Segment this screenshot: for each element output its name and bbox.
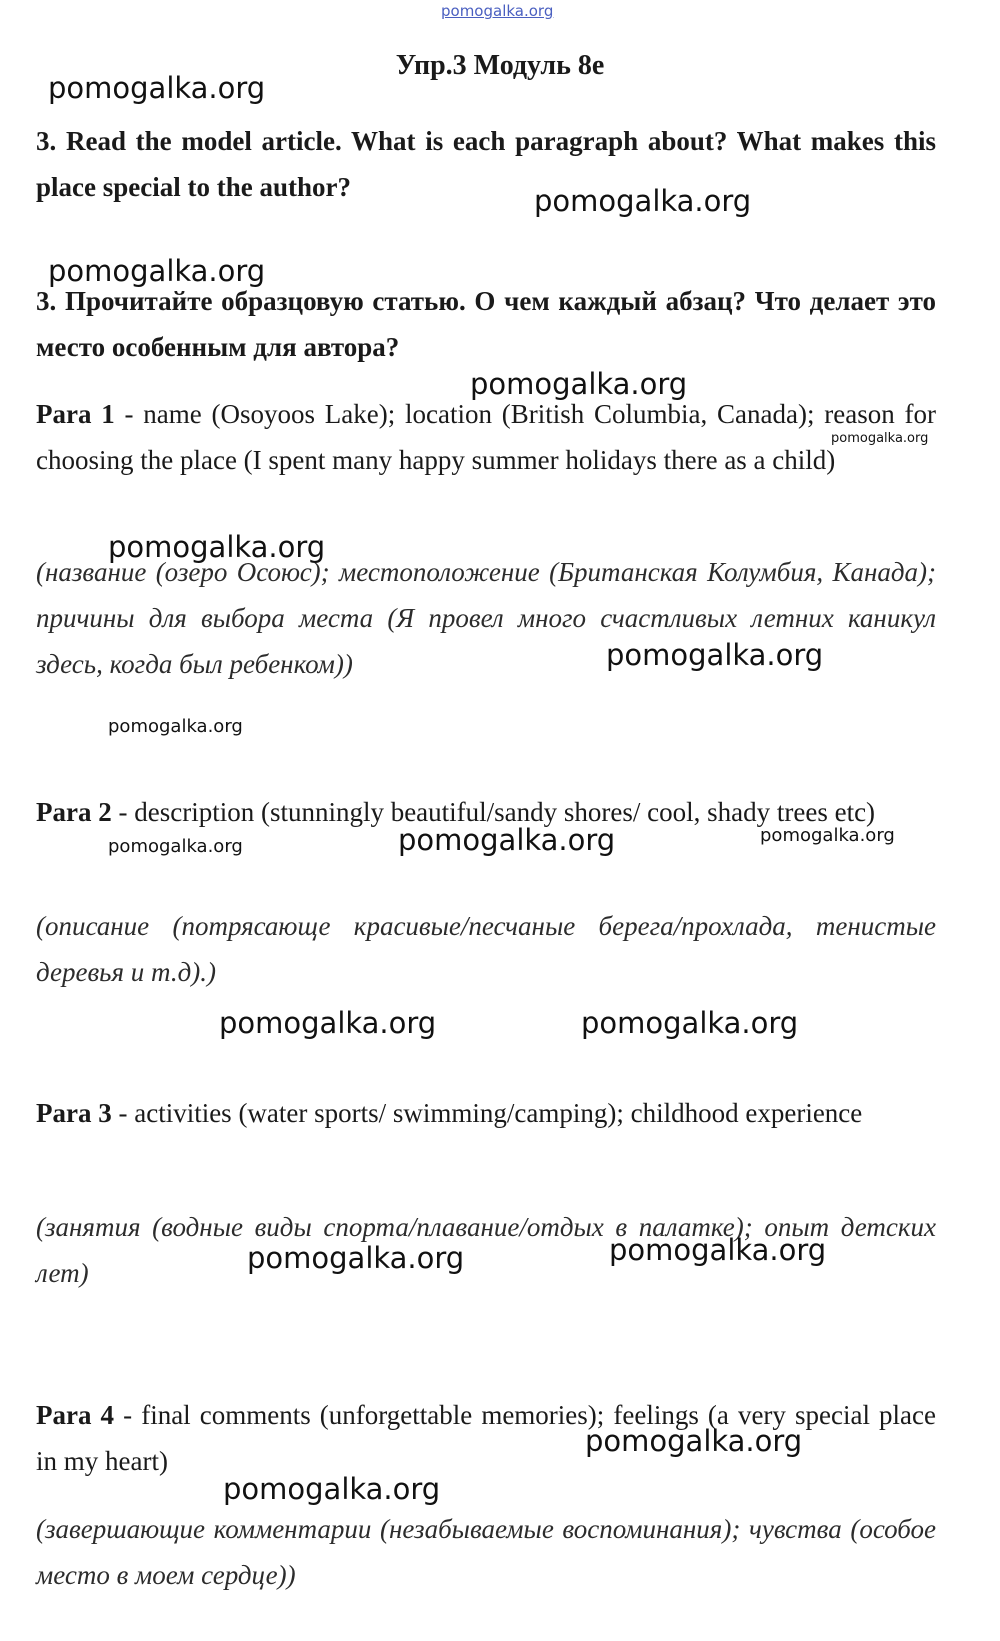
para-2-russian: (описание (потрясающе красивые/песчаные берега/прохлада, тенистые деревья и т.д).) <box>36 911 936 987</box>
watermark: pomogalka.org <box>223 1472 441 1506</box>
para-4-russian: (завершающие комментарии (незабываемые воспоминания); чувства (особое место в моем сердце)) <box>36 1514 936 1590</box>
watermark: pomogalka.org <box>247 1241 465 1275</box>
para-3-text: - activities (water sports/ swimming/camping); childhood experience <box>111 1098 863 1128</box>
watermark: pomogalka.org <box>581 1006 799 1040</box>
watermark: pomogalka.org <box>48 254 266 288</box>
watermark: pomogalka.org <box>108 716 243 737</box>
watermark: pomogalka.org <box>108 530 326 564</box>
header-watermark-link[interactable]: pomogalka.org <box>441 2 554 20</box>
watermark: pomogalka.org <box>609 1233 827 1267</box>
para-4-text: - final comments (unforgettable memories); feelings (a very special place in my heart) <box>36 1400 936 1476</box>
watermark: pomogalka.org <box>48 71 266 105</box>
watermark: pomogalka.org <box>585 1424 803 1458</box>
para-1-russian: (название (озеро Осоюс); местоположение (Британская Колумбия, Канада); причины для выбора места (Я провел много счастливых летних каникул здесь, когда был ребенком)) <box>36 557 936 679</box>
task-russian: 3. Прочитайте образцовую статью. О чем каждый абзац? Что делает это место особенным для автора? <box>36 286 936 362</box>
para-1-text: - name (Osoyoos Lake); location (British Columbia, Canada); reason for choosing the place (I spent many happy summer holidays there as a child) <box>36 399 936 475</box>
watermark: pomogalka.org <box>108 836 243 857</box>
para-3-label: Para 3 <box>36 1098 112 1128</box>
watermark: pomogalka.org <box>470 367 688 401</box>
para-2-label: Para 2 <box>36 797 112 827</box>
para-4-label: Para 4 <box>36 1400 115 1430</box>
task-english: 3. Read the model article. What is each paragraph about? What makes this place special to the author? <box>36 126 936 202</box>
watermark: pomogalka.org <box>760 825 895 846</box>
para-1-label: Para 1 <box>36 399 115 429</box>
watermark: pomogalka.org <box>534 184 752 218</box>
watermark: pomogalka.org <box>831 431 929 446</box>
watermark: pomogalka.org <box>219 1006 437 1040</box>
para-2-text: - description (stunningly beautiful/sandy shores/ cool, shady trees etc) <box>111 797 876 827</box>
watermark: pomogalka.org <box>398 823 616 857</box>
page-title: Упр.3 Модуль 8e <box>395 50 605 81</box>
watermark: pomogalka.org <box>606 638 824 672</box>
para-3-russian: (занятия (водные виды спорта/плавание/отдых в палатке); опыт детских лет) <box>36 1212 936 1288</box>
para-1-english <box>36 391 936 483</box>
para-3-english <box>36 1090 936 1136</box>
